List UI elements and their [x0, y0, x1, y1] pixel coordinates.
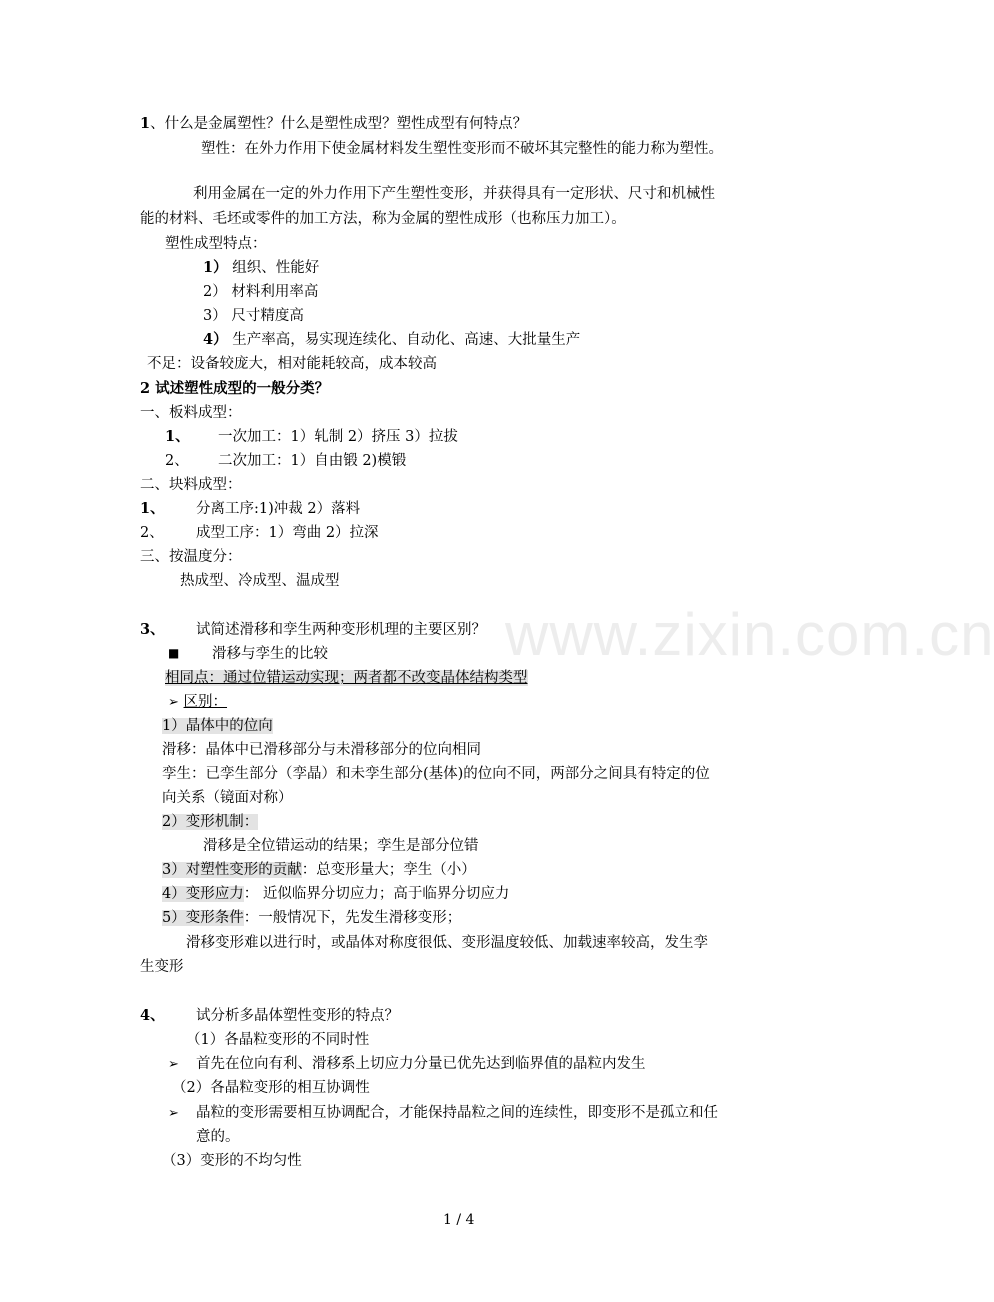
q3-point5-more-line2: 生变形	[140, 959, 184, 975]
q3-point1-title-row	[162, 716, 273, 736]
q2-sheet-item: 一次加工：1）轧制 2）挤压 3）拉拔	[218, 429, 458, 445]
q1-heading-text: 、什么是金属塑性？什么是塑性成型？塑性成型有何特点？	[150, 116, 528, 132]
q2-heading: 2 试述塑性成型的一般分类？	[140, 380, 330, 397]
q3-point5	[162, 908, 461, 928]
q3-point4-text: ： 近似临界分切应力；高于临界分切应力	[243, 886, 510, 902]
q1-feature-text: 组织、性能好	[232, 260, 320, 276]
arrowhead-icon: ➢	[168, 695, 179, 710]
q1-heading-number: 1	[140, 115, 151, 132]
q2-sheet-item-number: 1、	[165, 428, 190, 445]
q2-sheet-item: 二次加工：1）自由锻 2)模锻	[218, 453, 407, 469]
q2-temperature-title: 三、按温度分：	[140, 549, 242, 565]
watermark: www.zixin.com.cn	[505, 601, 994, 668]
q3-point5-more-line1: 滑移变形难以进行时，或晶体对称度很低、变形温度较低、加载速率较高，发生孪	[186, 935, 708, 951]
q3-compare-row	[168, 644, 179, 664]
q3-difference-row	[168, 692, 227, 713]
q3-point1-slip: 滑移：晶体中已滑移部分与未滑移部分的位向相同	[162, 742, 481, 758]
q3-point5-title: 5）变形条件	[162, 910, 244, 926]
q2-bulk-item-number: 2、	[140, 525, 164, 541]
q2-temperature-items: 热成型、冷成型、温成型	[180, 573, 340, 589]
q3-point2-title-row	[162, 812, 258, 832]
q3-point1-twin-line1: 孪生：已孪生部分（孪晶）和未孪生部分(基体)的位向不同，两部分之间具有特定的位	[162, 766, 710, 782]
q3-heading-number: 3、	[140, 621, 165, 638]
q4-section3-title: （3）变形的不均匀性	[162, 1153, 302, 1169]
q4-section2-bullet	[168, 1103, 179, 1124]
black-square-icon: ■	[168, 646, 180, 660]
arrowhead-icon: ➢	[168, 1057, 179, 1072]
q1-feature-number: 3）	[203, 308, 227, 324]
q2-bulk-item: 分离工序:1)冲裁 2）落料	[196, 501, 361, 517]
q2-bulk-title: 二、块料成型：	[140, 477, 242, 493]
q1-feature-number: 2）	[203, 284, 227, 300]
q2-sheet-item-number: 2、	[165, 453, 189, 469]
q3-point1-twin-line2: 向关系（镜面对称）	[162, 790, 293, 806]
q3-point5-text: ：一般情况下，先发生滑移变形；	[243, 910, 462, 926]
q3-difference-title: 区别：	[183, 694, 228, 710]
q1-features-title: 塑性成型特点：	[165, 236, 267, 252]
q4-section1-text: 首先在位向有利、滑移系上切应力分量已优先达到临界值的晶粒内发生	[196, 1056, 646, 1072]
page-number: 1 / 4	[443, 1212, 475, 1228]
q2-sheet-title: 一、板料成型：	[140, 405, 242, 421]
q3-point4	[162, 884, 509, 904]
q1-feature-item	[203, 258, 319, 278]
q1-feature-text: 生产率高，易实现连续化、自动化、高速、大批量生产	[232, 332, 581, 348]
q1-forming-definition-line1: 利用金属在一定的外力作用下产生塑性变形，并获得具有一定形状、尺寸和机械性	[193, 186, 715, 202]
q1-feature-text: 尺寸精度高	[231, 308, 304, 324]
q1-feature-item	[203, 282, 318, 302]
q3-similarity	[165, 668, 528, 688]
q3-similarity-text: 相同点：通过位错运动实现；两者都不改变晶体结构类型	[165, 670, 528, 686]
q2-bulk-item: 成型工序：1）弯曲 2）拉深	[196, 525, 379, 541]
q3-point2-title: 2）变形机制：	[162, 814, 259, 830]
q4-section2-text-line2: 意的。	[196, 1129, 240, 1145]
q1-feature-item	[203, 306, 304, 326]
q1-forming-definition-line2: 能的材料、毛坯或零件的加工方法，称为金属的塑性成形（也称压力加工）。	[140, 211, 626, 227]
q1-shortcoming: 不足：设备较庞大，相对能耗较高，成本较高	[147, 356, 437, 372]
q3-point3	[162, 860, 476, 880]
q4-heading-number: 4、	[140, 1007, 165, 1024]
q4-section2-text-line1: 晶粒的变形需要相互协调配合，才能保持晶粒之间的连续性，即变形不是孤立和任	[196, 1105, 718, 1121]
q4-heading-text: 试分析多晶体塑性变形的特点？	[196, 1008, 399, 1024]
arrowhead-icon: ➢	[168, 1106, 179, 1121]
q1-feature-item	[203, 330, 580, 350]
q3-point3-title: 3）对塑性变形的贡献	[162, 862, 302, 878]
q4-section2-title: （2）各晶粒变形的相互协调性	[172, 1080, 370, 1096]
q3-point2-text: 滑移是全位错运动的结果；孪生是部分位错	[203, 838, 479, 854]
q1-heading	[140, 114, 527, 134]
q1-feature-text: 材料利用率高	[231, 284, 319, 300]
q2-bulk-item-number: 1、	[140, 500, 165, 517]
q1-feature-number: 1）	[203, 259, 228, 276]
q3-point3-text: ：总变形量大；孪生（小）	[301, 862, 476, 878]
q1-feature-number: 4）	[203, 331, 228, 348]
q3-heading-text: 试简述滑移和孪生两种变形机理的主要区别？	[196, 622, 486, 638]
q4-section1-bullet	[168, 1054, 179, 1075]
q4-section1-title: （1）各晶粒变形的不同时性	[186, 1032, 370, 1048]
q3-compare-title: 滑移与孪生的比较	[212, 646, 328, 662]
q3-point1-title: 1）晶体中的位向	[162, 718, 273, 734]
q1-plasticity-definition: 塑性：在外力作用下使金属材料发生塑性变形而不破坏其完整性的能力称为塑性。	[201, 141, 723, 157]
q3-point4-title: 4）变形应力	[162, 886, 244, 902]
